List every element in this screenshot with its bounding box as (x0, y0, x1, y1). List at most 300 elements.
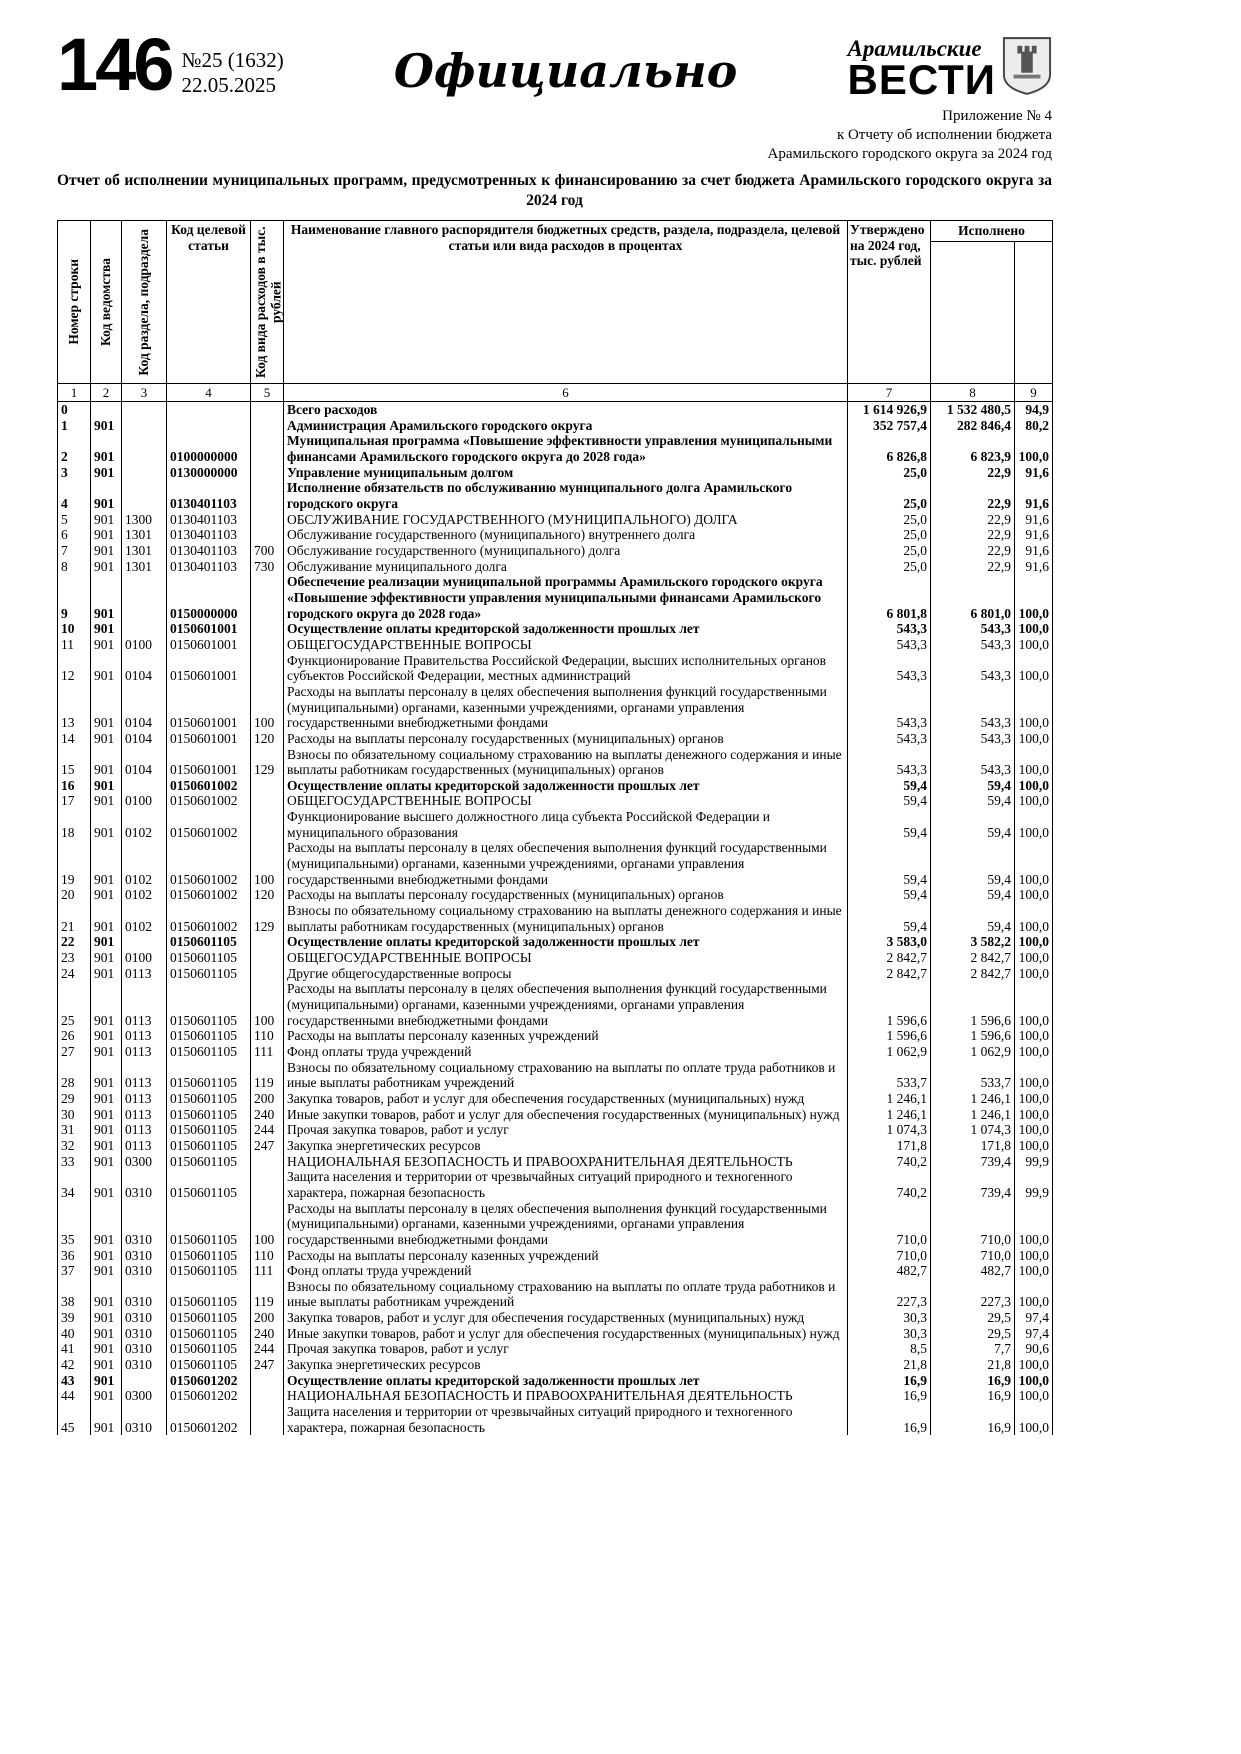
row-number-cell: 30 (58, 1107, 91, 1123)
razdel-code-cell (122, 402, 167, 418)
razdel-code-cell: 0310 (122, 1248, 167, 1264)
table-row (58, 778, 1053, 794)
razdel-code-cell: 0104 (122, 684, 167, 731)
approved-value-cell: 2 842,7 (848, 966, 931, 982)
executed-value-cell: 1 246,1 (931, 1107, 1015, 1123)
expense-type-code-cell (251, 402, 284, 418)
razdel-code-cell (122, 1373, 167, 1389)
percent-value-cell: 100,0 (1015, 653, 1053, 684)
row-number-cell: 26 (58, 1028, 91, 1044)
approved-value-cell: 740,2 (848, 1169, 931, 1200)
row-number-cell: 44 (58, 1388, 91, 1404)
expense-type-code-cell (251, 1169, 284, 1200)
expense-type-code-cell (251, 950, 284, 966)
section-title-wrap (284, 44, 848, 98)
approved-value-cell: 1 062,9 (848, 1044, 931, 1060)
vedomstvo-code-cell: 901 (91, 480, 122, 511)
row-number-cell: 40 (58, 1326, 91, 1342)
executed-value-cell: 739,4 (931, 1154, 1015, 1170)
razdel-code-cell: 1300 (122, 512, 167, 528)
razdel-code-cell: 0100 (122, 637, 167, 653)
percent-value-cell: 100,0 (1015, 684, 1053, 731)
vedomstvo-code-cell: 901 (91, 1060, 122, 1091)
table-row (58, 1404, 1053, 1435)
name-cell: Муниципальная программа «Повышение эффективности управления муниципальными финансами Арамильского городского округа до 2028 года» (284, 433, 848, 464)
executed-value-cell: 482,7 (931, 1263, 1015, 1279)
percent-value-cell: 100,0 (1015, 1044, 1053, 1060)
name-cell: Закупка энергетических ресурсов (284, 1357, 848, 1373)
percent-value-cell: 97,4 (1015, 1310, 1053, 1326)
expense-type-code-cell (251, 527, 284, 543)
table-row (58, 512, 1053, 528)
vedomstvo-code-cell: 901 (91, 966, 122, 982)
name-cell: ОБЩЕГОСУДАРСТВЕННЫЕ ВОПРОСЫ (284, 637, 848, 653)
masthead (57, 23, 1052, 106)
razdel-code-cell: 0310 (122, 1279, 167, 1310)
razdel-code-cell: 0113 (122, 1122, 167, 1138)
report-title: Отчет об исполнении муниципальных программ, предусмотренных к финансированию за счет бюджета Арамильского городского округа за 2024 год (57, 172, 1052, 209)
table-row (58, 418, 1053, 434)
target-article-code-cell: 0150601105 (167, 1091, 251, 1107)
percent-value-cell: 97,4 (1015, 1326, 1053, 1342)
vedomstvo-code-cell: 901 (91, 1357, 122, 1373)
razdel-code-cell (122, 778, 167, 794)
vedomstvo-code-cell: 901 (91, 1107, 122, 1123)
row-number-cell: 2 (58, 433, 91, 464)
percent-value-cell: 91,6 (1015, 543, 1053, 559)
expense-type-code-cell: 110 (251, 1028, 284, 1044)
vedomstvo-code-cell: 901 (91, 934, 122, 950)
row-number-cell: 16 (58, 778, 91, 794)
name-cell: Расходы на выплаты персоналу казенных учреждений (284, 1248, 848, 1264)
executed-value-cell: 16,9 (931, 1404, 1015, 1435)
row-number-cell: 31 (58, 1122, 91, 1138)
razdel-code-cell (122, 480, 167, 511)
approved-value-cell: 710,0 (848, 1248, 931, 1264)
table-row (58, 1341, 1053, 1357)
name-cell: Иные закупки товаров, работ и услуг для обеспечения государственных (муниципальных) нужд (284, 1107, 848, 1123)
target-article-code-cell: 0150601002 (167, 887, 251, 903)
approved-value-cell: 25,0 (848, 480, 931, 511)
razdel-code-cell: 0100 (122, 950, 167, 966)
razdel-code-cell (122, 418, 167, 434)
percent-value-cell: 80,2 (1015, 418, 1053, 434)
row-number-cell: 45 (58, 1404, 91, 1435)
approved-value-cell: 6 801,8 (848, 574, 931, 621)
row-number-cell: 23 (58, 950, 91, 966)
razdel-code-cell: 1301 (122, 527, 167, 543)
executed-value-cell: 710,0 (931, 1201, 1015, 1248)
executed-value-cell: 59,4 (931, 793, 1015, 809)
approved-value-cell: 25,0 (848, 527, 931, 543)
vedomstvo-code-cell: 901 (91, 1373, 122, 1389)
percent-value-cell: 100,0 (1015, 1060, 1053, 1091)
header-executed: Исполнено (931, 221, 1053, 242)
percent-value-cell: 100,0 (1015, 1107, 1053, 1123)
brand-name-bottom: ВЕСТИ (847, 56, 996, 104)
approved-value-cell: 543,3 (848, 653, 931, 684)
name-cell: Прочая закупка товаров, работ и услуг (284, 1341, 848, 1357)
executed-value-cell: 21,8 (931, 1357, 1015, 1373)
approved-value-cell: 1 596,6 (848, 1028, 931, 1044)
percent-value-cell: 99,9 (1015, 1169, 1053, 1200)
approved-value-cell: 1 246,1 (848, 1091, 931, 1107)
row-number-cell: 35 (58, 1201, 91, 1248)
name-cell: Осуществление оплаты кредиторской задолженности прошлых лет (284, 934, 848, 950)
target-article-code-cell: 0150601105 (167, 1138, 251, 1154)
vedomstvo-code-cell: 901 (91, 1169, 122, 1200)
row-number-cell: 11 (58, 637, 91, 653)
executed-value-cell: 543,3 (931, 621, 1015, 637)
target-article-code-cell: 0150601105 (167, 1357, 251, 1373)
executed-value-cell: 59,4 (931, 903, 1015, 934)
executed-value-cell: 22,9 (931, 465, 1015, 481)
expense-type-code-cell: 120 (251, 887, 284, 903)
executed-value-cell: 739,4 (931, 1169, 1015, 1200)
executed-value-cell: 16,9 (931, 1373, 1015, 1389)
razdel-code-cell: 0300 (122, 1388, 167, 1404)
row-number-cell: 24 (58, 966, 91, 982)
header-razdel-code: Код раздела, подраздела (122, 221, 167, 384)
row-number-cell: 3 (58, 465, 91, 481)
target-article-code-cell: 0150601105 (167, 1248, 251, 1264)
approved-value-cell: 59,4 (848, 778, 931, 794)
razdel-code-cell: 0310 (122, 1326, 167, 1342)
vedomstvo-code-cell: 901 (91, 1341, 122, 1357)
row-number-cell: 13 (58, 684, 91, 731)
razdel-code-cell: 0310 (122, 1169, 167, 1200)
razdel-code-cell: 0102 (122, 887, 167, 903)
row-number-cell: 6 (58, 527, 91, 543)
expense-type-code-cell: 129 (251, 747, 284, 778)
approved-value-cell: 59,4 (848, 903, 931, 934)
name-cell: Защита населения и территории от чрезвычайных ситуаций природного и техногенного характера, пожарная безопасность (284, 1404, 848, 1435)
issue-block (181, 48, 283, 98)
target-article-code-cell: 0150601001 (167, 731, 251, 747)
expense-type-code-cell: 100 (251, 981, 284, 1028)
approved-value-cell: 16,9 (848, 1373, 931, 1389)
table-row (58, 809, 1053, 840)
name-cell: Управление муниципальным долгом (284, 465, 848, 481)
vedomstvo-code-cell: 901 (91, 512, 122, 528)
target-article-code-cell: 0130401103 (167, 512, 251, 528)
header-row-number: Номер строки (58, 221, 91, 384)
table-row (58, 433, 1053, 464)
row-number-cell: 5 (58, 512, 91, 528)
approved-value-cell: 1 596,6 (848, 981, 931, 1028)
razdel-code-cell: 0113 (122, 981, 167, 1028)
table-row (58, 653, 1053, 684)
expense-type-code-cell: 200 (251, 1091, 284, 1107)
razdel-code-cell: 0310 (122, 1341, 167, 1357)
razdel-code-cell (122, 465, 167, 481)
name-cell: Осуществление оплаты кредиторской задолженности прошлых лет (284, 778, 848, 794)
executed-value-cell: 6 801,0 (931, 574, 1015, 621)
table-row (58, 574, 1053, 621)
row-number-cell: 8 (58, 559, 91, 575)
percent-value-cell: 100,0 (1015, 950, 1053, 966)
target-article-code-cell: 0150601105 (167, 1201, 251, 1248)
razdel-code-cell: 0113 (122, 1044, 167, 1060)
table-row (58, 1154, 1053, 1170)
percent-value-cell: 100,0 (1015, 621, 1053, 637)
executed-value-cell: 543,3 (931, 653, 1015, 684)
percent-value-cell: 100,0 (1015, 1373, 1053, 1389)
row-number-cell: 15 (58, 747, 91, 778)
executed-value-cell: 59,4 (931, 778, 1015, 794)
table-row (58, 543, 1053, 559)
razdel-code-cell: 0310 (122, 1201, 167, 1248)
expense-type-code-cell: 100 (251, 840, 284, 887)
executed-value-cell: 2 842,7 (931, 950, 1015, 966)
row-number-cell: 29 (58, 1091, 91, 1107)
vedomstvo-code-cell: 901 (91, 903, 122, 934)
approved-value-cell: 25,0 (848, 512, 931, 528)
expense-type-code-cell (251, 637, 284, 653)
approved-value-cell: 740,2 (848, 1154, 931, 1170)
header-name: Наименование главного распорядителя бюджетных средств, раздела, подраздела, целевой статьи или вида расходов в процентах (284, 221, 848, 384)
table-row (58, 1263, 1053, 1279)
table-row (58, 934, 1053, 950)
percent-value-cell: 100,0 (1015, 1248, 1053, 1264)
table-row (58, 731, 1053, 747)
name-cell: Другие общегосударственные вопросы (284, 966, 848, 982)
vedomstvo-code-cell: 901 (91, 527, 122, 543)
razdel-code-cell: 0104 (122, 747, 167, 778)
approved-value-cell: 227,3 (848, 1279, 931, 1310)
executed-value-cell: 1 246,1 (931, 1091, 1015, 1107)
expense-type-code-cell: 100 (251, 1201, 284, 1248)
vedomstvo-code-cell: 901 (91, 840, 122, 887)
row-number-cell: 12 (58, 653, 91, 684)
table-row (58, 1279, 1053, 1310)
expense-type-code-cell (251, 465, 284, 481)
column-index: 1 (58, 384, 91, 402)
vedomstvo-code-cell: 901 (91, 981, 122, 1028)
row-number-cell: 19 (58, 840, 91, 887)
table-row (58, 1060, 1053, 1091)
executed-value-cell: 59,4 (931, 809, 1015, 840)
table-row (58, 1028, 1053, 1044)
target-article-code-cell: 0150601002 (167, 778, 251, 794)
name-cell: Функционирование высшего должностного лица субъекта Российской Федерации и муниципального образования (284, 809, 848, 840)
brand-name-top: Арамильские (847, 36, 982, 62)
executed-value-cell: 282 846,4 (931, 418, 1015, 434)
page-number: 146 (57, 23, 172, 106)
approved-value-cell: 6 826,8 (848, 433, 931, 464)
name-cell: НАЦИОНАЛЬНАЯ БЕЗОПАСНОСТЬ И ПРАВООХРАНИТЕЛЬНАЯ ДЕЯТЕЛЬНОСТЬ (284, 1154, 848, 1170)
vedomstvo-code-cell: 901 (91, 1248, 122, 1264)
razdel-code-cell: 0113 (122, 1060, 167, 1091)
column-index: 4 (167, 384, 251, 402)
expense-type-code-cell (251, 778, 284, 794)
percent-value-cell: 100,0 (1015, 1028, 1053, 1044)
budget-table-body (58, 402, 1053, 1436)
percent-value-cell: 100,0 (1015, 934, 1053, 950)
row-number-cell: 17 (58, 793, 91, 809)
executed-value-cell: 171,8 (931, 1138, 1015, 1154)
expense-type-code-cell: 700 (251, 543, 284, 559)
vedomstvo-code-cell (91, 402, 122, 418)
target-article-code-cell: 0150601002 (167, 793, 251, 809)
row-number-cell: 4 (58, 480, 91, 511)
name-cell: Взносы по обязательному социальному страхованию на выплаты по оплате труда работников и иные выплаты работникам учреждений (284, 1279, 848, 1310)
expense-type-code-cell: 247 (251, 1357, 284, 1373)
approved-value-cell: 533,7 (848, 1060, 931, 1091)
name-cell: Администрация Арамильского городского округа (284, 418, 848, 434)
expense-type-code-cell: 200 (251, 1310, 284, 1326)
name-cell: Защита населения и территории от чрезвычайных ситуаций природного и техногенного характера, пожарная безопасность (284, 1169, 848, 1200)
newspaper-brand (847, 36, 1052, 104)
expense-type-code-cell (251, 809, 284, 840)
expense-type-code-cell: 111 (251, 1263, 284, 1279)
table-row (58, 621, 1053, 637)
name-cell: Расходы на выплаты персоналу в целях обеспечения выполнения функций государственными (муниципальными) органами, казенными учреждениями, органами управления государственными внебюджетными фондами (284, 981, 848, 1028)
approved-value-cell: 482,7 (848, 1263, 931, 1279)
table-row (58, 1107, 1053, 1123)
executed-value-cell: 7,7 (931, 1341, 1015, 1357)
target-article-code-cell (167, 402, 251, 418)
row-number-cell: 27 (58, 1044, 91, 1060)
percent-value-cell: 100,0 (1015, 903, 1053, 934)
header-executed-sum (931, 241, 1015, 383)
expense-type-code-cell (251, 433, 284, 464)
name-cell: Закупка товаров, работ и услуг для обеспечения государственных (муниципальных) нужд (284, 1310, 848, 1326)
razdel-code-cell (122, 621, 167, 637)
target-article-code-cell: 0150601105 (167, 1279, 251, 1310)
percent-value-cell: 100,0 (1015, 574, 1053, 621)
target-article-code-cell: 0150601105 (167, 950, 251, 966)
target-article-code-cell: 0150601105 (167, 966, 251, 982)
vedomstvo-code-cell: 901 (91, 637, 122, 653)
vedomstvo-code-cell: 901 (91, 621, 122, 637)
vedomstvo-code-cell: 901 (91, 1028, 122, 1044)
approved-value-cell: 21,8 (848, 1357, 931, 1373)
row-number-cell: 25 (58, 981, 91, 1028)
vedomstvo-code-cell: 901 (91, 559, 122, 575)
name-cell: НАЦИОНАЛЬНАЯ БЕЗОПАСНОСТЬ И ПРАВООХРАНИТЕЛЬНАЯ ДЕЯТЕЛЬНОСТЬ (284, 1388, 848, 1404)
expense-type-code-cell: 120 (251, 731, 284, 747)
table-row (58, 950, 1053, 966)
percent-value-cell: 91,6 (1015, 512, 1053, 528)
vedomstvo-code-cell: 901 (91, 1138, 122, 1154)
vedomstvo-code-cell: 901 (91, 887, 122, 903)
vedomstvo-code-cell: 901 (91, 1044, 122, 1060)
approved-value-cell: 59,4 (848, 887, 931, 903)
percent-value-cell: 90,6 (1015, 1341, 1053, 1357)
target-article-code-cell: 0150601202 (167, 1373, 251, 1389)
razdel-code-cell: 0300 (122, 1154, 167, 1170)
table-row (58, 840, 1053, 887)
vedomstvo-code-cell: 901 (91, 778, 122, 794)
percent-value-cell: 100,0 (1015, 747, 1053, 778)
expense-type-code-cell (251, 653, 284, 684)
table-row (58, 887, 1053, 903)
percent-value-cell: 100,0 (1015, 433, 1053, 464)
vedomstvo-code-cell: 901 (91, 1310, 122, 1326)
razdel-code-cell: 0113 (122, 1107, 167, 1123)
table-row (58, 793, 1053, 809)
column-numbering-row (58, 384, 1053, 402)
target-article-code-cell: 0150601105 (167, 1169, 251, 1200)
name-cell: Расходы на выплаты персоналу в целях обеспечения выполнения функций государственными (муниципальными) органами, казенными учреждениями, органами управления государственными внебюджетными фондами (284, 840, 848, 887)
vedomstvo-code-cell: 901 (91, 1326, 122, 1342)
executed-value-cell: 29,5 (931, 1310, 1015, 1326)
coat-of-arms-icon (1002, 36, 1052, 101)
table-row (58, 981, 1053, 1028)
name-cell: Закупка энергетических ресурсов (284, 1138, 848, 1154)
percent-value-cell: 100,0 (1015, 637, 1053, 653)
table-row (58, 966, 1053, 982)
target-article-code-cell: 0150601001 (167, 684, 251, 731)
razdel-code-cell: 0104 (122, 731, 167, 747)
target-article-code-cell: 0150601105 (167, 1310, 251, 1326)
row-number-cell: 9 (58, 574, 91, 621)
executed-value-cell: 543,3 (931, 637, 1015, 653)
table-row (58, 559, 1053, 575)
target-article-code-cell: 0150601105 (167, 1154, 251, 1170)
row-number-cell: 38 (58, 1279, 91, 1310)
razdel-code-cell: 0102 (122, 840, 167, 887)
executed-value-cell: 1 074,3 (931, 1122, 1015, 1138)
expense-type-code-cell (251, 934, 284, 950)
name-cell: Расходы на выплаты персоналу казенных учреждений (284, 1028, 848, 1044)
approved-value-cell: 59,4 (848, 793, 931, 809)
name-cell: Осуществление оплаты кредиторской задолженности прошлых лет (284, 621, 848, 637)
name-cell: ОБСЛУЖИВАНИЕ ГОСУДАРСТВЕННОГО (МУНИЦИПАЛЬНОГО) ДОЛГА (284, 512, 848, 528)
expense-type-code-cell (251, 966, 284, 982)
appendix-line: Арамильского городского округа за 2024 год (767, 145, 1052, 162)
vedomstvo-code-cell: 901 (91, 543, 122, 559)
name-cell: Обслуживание государственного (муниципального) внутреннего долга (284, 527, 848, 543)
approved-value-cell: 30,3 (848, 1326, 931, 1342)
table-row (58, 480, 1053, 511)
table-row (58, 1388, 1053, 1404)
executed-value-cell: 1 062,9 (931, 1044, 1015, 1060)
row-number-cell: 37 (58, 1263, 91, 1279)
percent-value-cell: 100,0 (1015, 887, 1053, 903)
executed-value-cell: 22,9 (931, 527, 1015, 543)
issue-number: №25 (1632) (181, 48, 284, 72)
percent-value-cell: 100,0 (1015, 731, 1053, 747)
expense-type-code-cell: 100 (251, 684, 284, 731)
expense-type-code-cell (251, 1404, 284, 1435)
approved-value-cell: 25,0 (848, 465, 931, 481)
expense-type-code-cell (251, 793, 284, 809)
header-vedomstvo-code: Код ведомства (91, 221, 122, 384)
executed-value-cell: 543,3 (931, 747, 1015, 778)
target-article-code-cell: 0150601002 (167, 809, 251, 840)
row-number-cell: 22 (58, 934, 91, 950)
name-cell: Обслуживание муниципального долга (284, 559, 848, 575)
name-cell: ОБЩЕГОСУДАРСТВЕННЫЕ ВОПРОСЫ (284, 950, 848, 966)
table-row (58, 747, 1053, 778)
expense-type-code-cell: 730 (251, 559, 284, 575)
approved-value-cell: 543,3 (848, 637, 931, 653)
razdel-code-cell (122, 574, 167, 621)
razdel-code-cell: 0102 (122, 903, 167, 934)
column-index: 5 (251, 384, 284, 402)
executed-value-cell: 29,5 (931, 1326, 1015, 1342)
razdel-code-cell: 0113 (122, 966, 167, 982)
table-row (58, 1201, 1053, 1248)
appendix-line: Приложение № 4 (942, 108, 1052, 124)
approved-value-cell: 543,3 (848, 731, 931, 747)
approved-value-cell: 1 074,3 (848, 1122, 931, 1138)
target-article-code-cell: 0130401103 (167, 527, 251, 543)
razdel-code-cell: 0310 (122, 1404, 167, 1435)
percent-value-cell: 100,0 (1015, 1388, 1053, 1404)
